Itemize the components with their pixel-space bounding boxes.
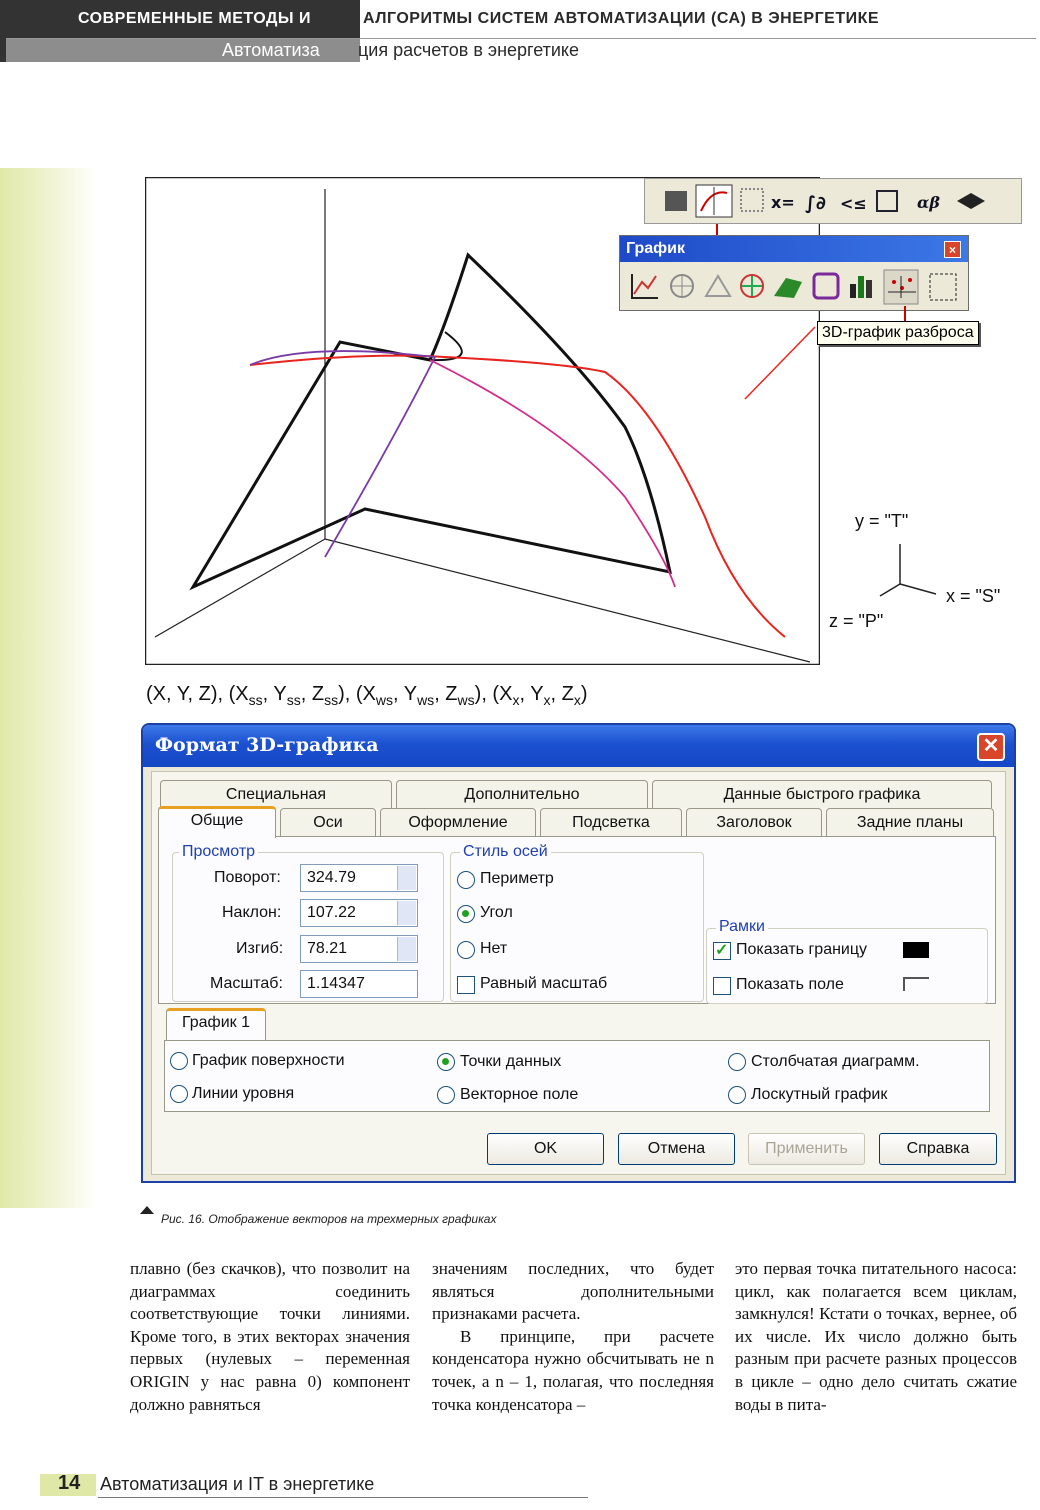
surface-plot-label: График поверхности (192, 1052, 345, 1069)
header-subtitle-part1: Автоматиза (222, 40, 320, 60)
zoom-input[interactable] (300, 970, 418, 998)
data-points-radio[interactable] (437, 1053, 455, 1071)
tooltip-3d-scatter: 3D-график разброса (817, 321, 979, 345)
tilt-spinner[interactable] (300, 899, 418, 927)
tooltip-connector (904, 306, 906, 322)
frames-title: Рамки (716, 918, 768, 936)
vector-field-radio[interactable] (437, 1086, 455, 1104)
dialog-title: Формат 3D-графика (155, 734, 379, 756)
graph-toolbar-titlebar (620, 236, 968, 262)
help-button[interactable]: Справка (879, 1133, 997, 1165)
paragraph: это первая точка питательного насоса: цикл, как полагается всем циклам, замкнулся! Кстати о точках, вернее, об их числе. Их число должно быть разным при расчете разных процессов в цикле – одно дело считать сжатие воды в пита- (735, 1259, 1017, 1414)
dialog-titlebar[interactable] (143, 725, 1014, 767)
surface-plot-radio[interactable] (170, 1052, 188, 1070)
plot-formula: (X, Y, Z), ($X_{ss}$, $Y_{ss}$, $Z_{ss}$), ($X_{ws}$, $Y_{ws}$, $Z_{ws}$), ($X_x$, $Y_x$, $Z_x$) (146, 683, 588, 708)
rotation-spinner[interactable] (300, 864, 418, 892)
graph-toolbar-title: График (626, 240, 685, 257)
twist-spinner[interactable] (300, 935, 418, 963)
corner-radio[interactable] (457, 905, 475, 923)
caption-marker-icon (140, 1206, 154, 1214)
tab-additional[interactable]: Дополнительно (396, 780, 648, 808)
contour-label: Линии уровня (192, 1085, 295, 1102)
view-group-title: Просмотр (179, 843, 258, 861)
perimeter-radio[interactable] (457, 871, 475, 889)
box-style-swatch[interactable] (903, 977, 929, 991)
dialog-close-icon[interactable]: ✕ (977, 733, 1005, 761)
tab-quickplot-data[interactable]: Данные быстрого графика (652, 780, 992, 808)
twist-label: Изгиб: (236, 940, 284, 957)
none-radio[interactable] (457, 941, 475, 959)
bar-chart-icon[interactable] (850, 276, 872, 298)
corner-label: Угол (480, 904, 513, 921)
side-gradient-decoration (0, 168, 98, 1208)
paragraph: плавно (без скачков), что позволит на диаграммах соединить соответствующие точки линиями. Кроме того, в этих векторах значения первых (нулевых – переменная ORIGIN у нас равна 0) компонент должно равняться (130, 1259, 410, 1414)
header-subtitle-part2: ция расчетов в энергетике (358, 40, 580, 60)
show-border-checkbox[interactable] (713, 942, 731, 960)
tab-backplanes[interactable]: Задние планы (826, 808, 994, 836)
zoom-value: 1.14347 (307, 975, 365, 992)
show-box-label: Показать поле (736, 976, 844, 993)
show-box-checkbox[interactable] (713, 977, 731, 995)
tab-title[interactable]: Заголовок (686, 808, 822, 836)
graph-toolbar-window (619, 235, 969, 311)
rotation-value: 324.79 (307, 869, 356, 886)
graph-toolbar-icons (626, 268, 966, 306)
none-label: Нет (480, 940, 508, 957)
header-title-part1: СОВРЕМЕННЫЕ МЕТОДЫ И (78, 10, 312, 27)
perimeter-label: Периметр (480, 870, 554, 887)
spin-arrows-icon[interactable] (397, 866, 416, 890)
spin-arrows-icon[interactable] (397, 937, 416, 961)
math-toolbar-icons (645, 179, 1021, 223)
zoom-label: Масштаб: (210, 975, 283, 992)
axis-legend-glyph (874, 542, 944, 602)
border-color-swatch[interactable] (903, 942, 929, 958)
text-column-3 (735, 1258, 1017, 1416)
spin-arrows-icon[interactable] (397, 901, 416, 925)
boolean-icon: <≤ (840, 194, 867, 213)
header-divider (6, 38, 1036, 39)
3d-patch-icon[interactable] (814, 274, 838, 298)
patch-plot-label: Лоскутный график (751, 1086, 888, 1103)
show-border-label: Показать границу (736, 941, 868, 958)
footer-journal-name: Автоматизация и IT в энергетике (100, 1474, 375, 1494)
twist-value: 78.21 (307, 940, 348, 957)
axes-style-title: Стиль осей (460, 843, 551, 861)
close-icon[interactable]: × (944, 241, 961, 258)
calculus-icon: ∫∂ (805, 193, 826, 214)
vector-field-icon[interactable] (930, 274, 956, 300)
axis-legend-x: x = "S" (946, 586, 1001, 606)
3d-scatter-icon[interactable] (884, 270, 918, 304)
calculator-icon (665, 191, 687, 211)
rotation-label: Поворот: (214, 869, 281, 886)
apply-button[interactable]: Применить (748, 1133, 865, 1165)
tab-axes[interactable]: Оси (280, 808, 376, 836)
symbolic-icon (957, 193, 985, 209)
vector-field-label: Векторное поле (460, 1086, 579, 1103)
footer-rule (98, 1497, 588, 1498)
programming-icon (877, 191, 897, 211)
contour-plot-icon[interactable] (741, 275, 763, 297)
tab-general[interactable]: Общие (158, 806, 276, 838)
3d-bar-icon[interactable] (774, 278, 802, 298)
tilt-value: 107.22 (307, 904, 356, 921)
page-number: 14 (58, 1472, 81, 1494)
tab-plot1[interactable]: График 1 (166, 1008, 266, 1042)
figure-caption: Рис. 16. Отображение векторов на трехмерных графиках (161, 1212, 497, 1226)
data-points-label: Точки данных (460, 1053, 562, 1070)
greek-icon: αβ (917, 193, 940, 212)
polar-plot-icon[interactable] (671, 275, 693, 297)
paragraph: В принципе, при расчете конденсатора нужно обсчитывать не n точек, а n – 1, полагая, что последняя точка конденсатора – (432, 1326, 714, 1414)
equal-scale-label: Равный масштаб (480, 975, 608, 992)
equal-scale-checkbox[interactable] (457, 976, 475, 994)
matrix-icon (741, 189, 763, 211)
math-toolbar (644, 178, 1022, 224)
cancel-button[interactable]: Отмена (618, 1133, 735, 1165)
tilt-label: Наклон: (222, 904, 282, 921)
text-column-1 (130, 1258, 410, 1416)
bar-plot-radio[interactable] (728, 1053, 746, 1071)
text-column-2 (432, 1258, 714, 1416)
axis-legend-z: z = "P" (829, 611, 884, 631)
bar-plot-label: Столбчатая диаграмм. (751, 1053, 920, 1070)
evaluation-icon: x= (771, 193, 795, 212)
axis-legend-y: y = "T" (855, 511, 909, 531)
header-title-part2: АЛГОРИТМЫ СИСТЕМ АВТОМАТИЗАЦИИ (СА) В ЭНЕРГЕТИКЕ (363, 10, 880, 27)
tab-lighting[interactable]: Подсветка (540, 808, 682, 836)
tab-special[interactable]: Специальная (160, 780, 392, 808)
surface-plot-icon[interactable] (706, 276, 730, 296)
ok-button[interactable]: OK (487, 1133, 604, 1165)
patch-plot-radio[interactable] (728, 1086, 746, 1104)
contour-radio[interactable] (170, 1085, 188, 1103)
tab-appearance[interactable]: Оформление (380, 808, 536, 836)
xy-plot-icon[interactable] (632, 274, 658, 298)
paragraph: значениям последних, что будет являться дополнительными признаками расчета. (432, 1259, 714, 1324)
